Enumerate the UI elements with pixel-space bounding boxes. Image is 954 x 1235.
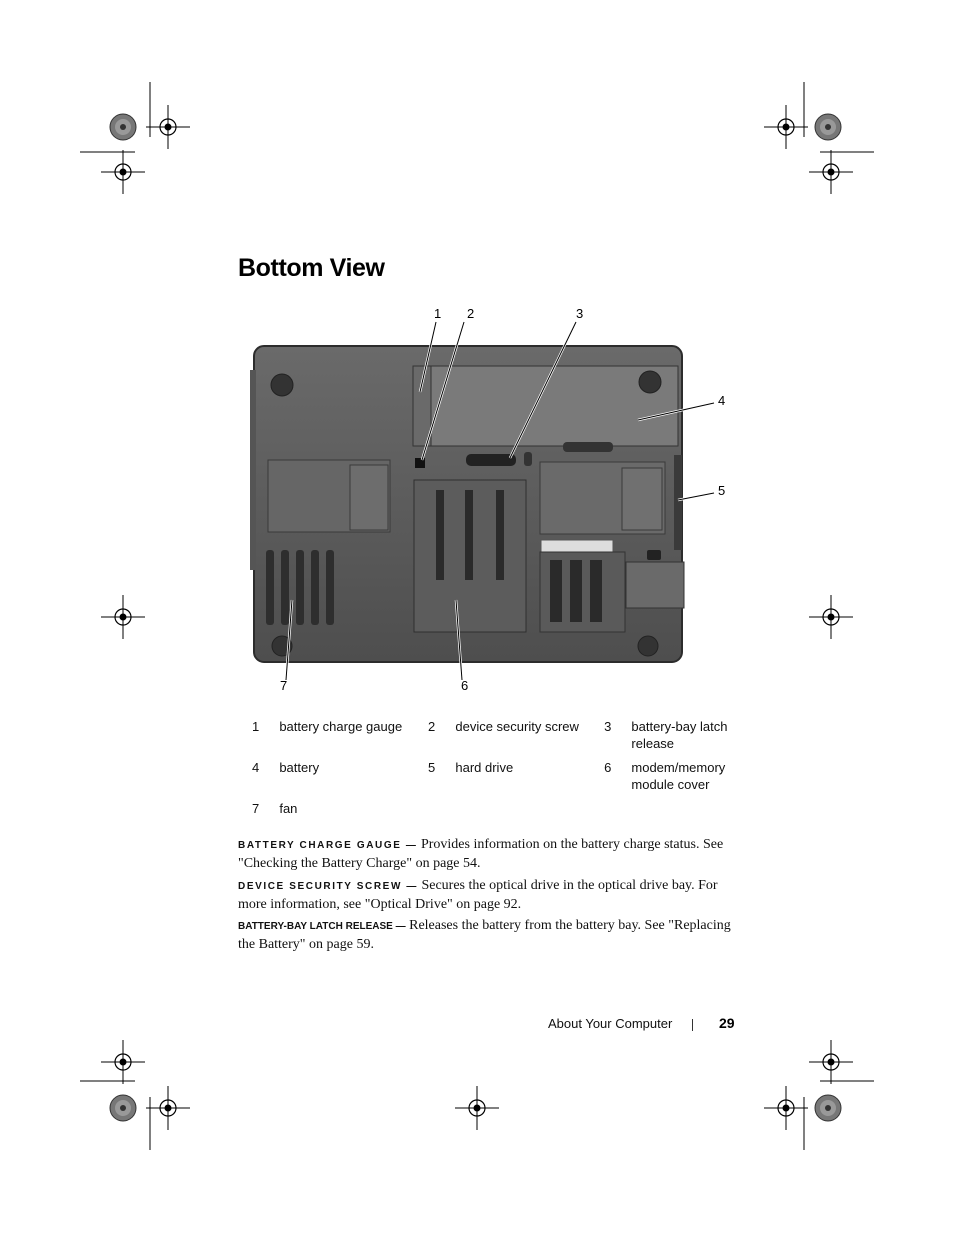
description-text: Provides information on the battery charge status. See "Checking the Battery Charge" on page 54. <box>238 837 724 871</box>
battery-panel <box>413 366 678 446</box>
legend-label: fan <box>279 801 298 816</box>
description-battery-charge-gauge <box>238 836 733 873</box>
legend-number: 5 <box>428 760 436 775</box>
legend-label: modem/memory module cover <box>631 760 726 792</box>
description-device-security-screw <box>238 877 733 914</box>
legend-label: battery-bay latch release <box>631 719 728 751</box>
callout-6: 6 <box>461 678 469 693</box>
legend-label: battery charge gauge <box>279 719 403 734</box>
legend-number: 2 <box>428 719 436 734</box>
legend-label: device security screw <box>455 719 579 734</box>
footer-section-name: About Your Computer <box>548 1016 673 1031</box>
legend-number: 6 <box>604 760 612 775</box>
legend-row <box>246 800 746 824</box>
description-term: BATTERY CHARGE GAUGE — <box>238 840 418 851</box>
legend-number: 4 <box>252 760 260 775</box>
legend-row <box>246 759 746 800</box>
callout-4: 4 <box>718 393 726 408</box>
description-text: Secures the optical drive in the optical drive bay. For more information, see "Optical Drive" on page 92. <box>238 878 718 912</box>
callout-3: 3 <box>576 306 584 321</box>
callout-5: 5 <box>718 483 726 498</box>
description-text: Releases the battery from the battery bay. See "Replacing the Battery" on page 59. <box>238 918 731 952</box>
laptop-bottom-figure <box>250 300 730 695</box>
description-battery-bay-latch-release <box>238 917 733 954</box>
callout-7: 7 <box>280 678 288 693</box>
description-term: DEVICE SECURITY SCREW — <box>238 881 418 892</box>
callout-legend <box>246 718 746 824</box>
legend-row <box>246 718 746 759</box>
legend-label: hard drive <box>455 760 514 775</box>
callout-2: 2 <box>467 306 475 321</box>
legend-label: battery <box>279 760 320 775</box>
page-title: Bottom View <box>238 254 385 282</box>
page-number: 29 <box>719 1015 735 1031</box>
legend-number: 7 <box>252 801 260 816</box>
callout-1: 1 <box>434 306 442 321</box>
security-screw-shape <box>415 458 425 468</box>
latch-shape <box>466 454 516 466</box>
laptop-bottom-illustration <box>250 300 730 695</box>
description-term: BATTERY-BAY LATCH RELEASE — <box>238 921 406 932</box>
legend-number: 1 <box>252 719 260 734</box>
legend-number: 3 <box>604 719 612 734</box>
footer-separator <box>692 1019 693 1031</box>
